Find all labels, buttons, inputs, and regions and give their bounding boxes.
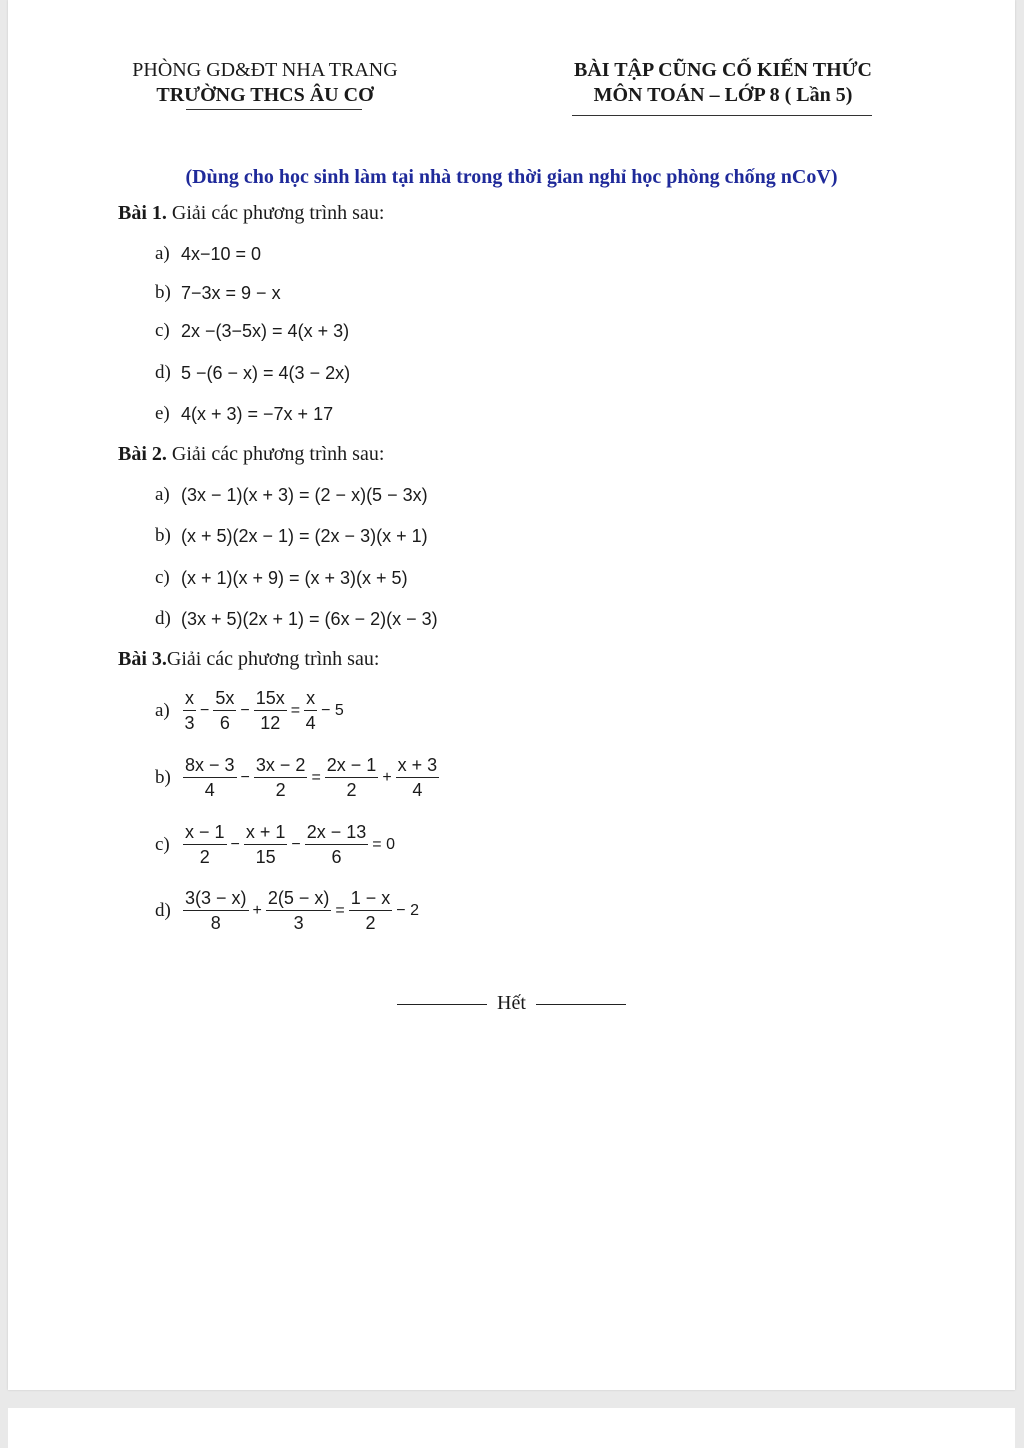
operator: − bbox=[291, 835, 301, 853]
denominator: 3 bbox=[184, 713, 195, 733]
item-label: b) bbox=[155, 282, 171, 303]
next-page bbox=[8, 1408, 1015, 1448]
fraction bbox=[325, 755, 379, 800]
denominator: 6 bbox=[331, 847, 342, 867]
denominator: 2 bbox=[365, 913, 376, 933]
fraction bbox=[396, 755, 440, 800]
numerator: x + 1 bbox=[244, 822, 288, 845]
item-label: b) bbox=[155, 766, 171, 788]
denominator: 2 bbox=[346, 780, 357, 800]
subject-grade: MÔN TOÁN – LỚP 8 ( Lần 5) bbox=[593, 84, 853, 106]
exercise-1-item-d bbox=[155, 362, 350, 384]
exercise-1-item-c bbox=[155, 320, 349, 342]
fraction bbox=[183, 755, 237, 800]
operator: − bbox=[240, 701, 250, 719]
item-label: e) bbox=[155, 403, 170, 424]
equation: (x + 1)(x + 9) = (x + 3)(x + 5) bbox=[181, 567, 408, 588]
item-label: c) bbox=[155, 320, 170, 341]
fraction bbox=[349, 888, 393, 933]
denominator: 4 bbox=[305, 713, 316, 733]
denominator: 15 bbox=[255, 847, 276, 867]
header-right bbox=[548, 58, 898, 108]
exercise-1-item-a bbox=[155, 243, 261, 265]
exercise-1-item-e bbox=[155, 403, 333, 425]
exercise-2-number: Bài 2. bbox=[118, 443, 167, 465]
fraction bbox=[244, 822, 288, 867]
numerator: x bbox=[183, 688, 196, 711]
numerator: 2x − 1 bbox=[325, 755, 379, 778]
item-label: a) bbox=[155, 243, 170, 264]
operator: = bbox=[311, 768, 321, 786]
item-label: c) bbox=[155, 833, 170, 855]
equation bbox=[181, 755, 441, 800]
operator: = bbox=[335, 901, 345, 919]
equation: 7−3x = 9 − x bbox=[181, 282, 281, 303]
equation: (3x + 5)(2x + 1) = (6x − 2)(x − 3) bbox=[181, 608, 438, 629]
fraction bbox=[183, 688, 196, 733]
numerator: 15x bbox=[254, 688, 287, 711]
end-marker bbox=[8, 992, 1015, 1015]
denominator: 3 bbox=[293, 913, 304, 933]
equation: 4(x + 3) = −7x + 17 bbox=[181, 403, 334, 424]
item-label: d) bbox=[155, 899, 171, 921]
operator: + bbox=[382, 768, 392, 786]
numerator: 1 − x bbox=[349, 888, 393, 911]
exercise-3-item-d bbox=[155, 888, 421, 933]
item-label: d) bbox=[155, 608, 171, 629]
exercise-2-item-d bbox=[155, 608, 438, 630]
numerator: 5x bbox=[213, 688, 236, 711]
school-name: TRƯỜNG THCS ÂU CƠ bbox=[156, 84, 374, 106]
fraction bbox=[304, 688, 317, 733]
exercise-3-item-a bbox=[155, 688, 346, 733]
numerator: 3x − 2 bbox=[254, 755, 308, 778]
end-line-right bbox=[536, 1004, 626, 1005]
denominator: 4 bbox=[412, 780, 423, 800]
exercise-2-item-c bbox=[155, 567, 408, 589]
denominator: 12 bbox=[260, 713, 281, 733]
item-label: d) bbox=[155, 362, 171, 383]
operator: − bbox=[230, 835, 240, 853]
worksheet-title: BÀI TẬP CŨNG CỐ KIẾN THỨC bbox=[573, 59, 872, 81]
exercise-1-item-b bbox=[155, 282, 281, 304]
equation bbox=[181, 688, 346, 733]
fraction bbox=[254, 755, 308, 800]
exercise-2-title bbox=[118, 443, 384, 466]
operator: = bbox=[290, 701, 301, 719]
exercise-2-item-a bbox=[155, 484, 428, 506]
school-underline bbox=[186, 109, 362, 110]
operator: − bbox=[200, 701, 210, 719]
numerator: 8x − 3 bbox=[183, 755, 237, 778]
equation: 2x −(3−5x) = 4(x + 3) bbox=[181, 320, 350, 341]
numerator: x + 3 bbox=[396, 755, 440, 778]
numerator: 2(5 − x) bbox=[266, 888, 332, 911]
exercise-2-instruction: Giải các phương trình sau: bbox=[166, 443, 385, 465]
numerator: x − 1 bbox=[183, 822, 227, 845]
numerator: 3(3 − x) bbox=[183, 888, 249, 911]
header-left bbox=[108, 58, 422, 108]
equation bbox=[181, 822, 397, 867]
tail-term: = 0 bbox=[372, 835, 395, 853]
exercise-2-item-b bbox=[155, 525, 428, 547]
document-page bbox=[8, 0, 1015, 1390]
exercise-3-title bbox=[118, 648, 379, 671]
numerator: x bbox=[304, 688, 317, 711]
fraction bbox=[183, 888, 249, 933]
item-label: a) bbox=[155, 484, 170, 505]
equation: 4x−10 = 0 bbox=[181, 243, 262, 264]
operator: + bbox=[252, 901, 262, 919]
exercise-1-number: Bài 1. bbox=[118, 202, 167, 224]
exercise-3-number: Bài 3. bbox=[118, 648, 167, 670]
fraction bbox=[183, 822, 227, 867]
end-line-left bbox=[397, 1004, 487, 1005]
fraction bbox=[266, 888, 332, 933]
end-text: Hết bbox=[497, 992, 526, 1014]
equation bbox=[181, 888, 421, 933]
operator: − bbox=[240, 768, 250, 786]
item-label: b) bbox=[155, 525, 171, 546]
numerator: 2x − 13 bbox=[305, 822, 369, 845]
equation: (x + 5)(2x − 1) = (2x − 3)(x + 1) bbox=[181, 525, 428, 546]
title-underline bbox=[572, 115, 872, 116]
subtitle: (Dùng cho học sinh làm tại nhà trong thời gian nghỉ học phòng chống nCoV) bbox=[185, 166, 838, 188]
exercise-1-title bbox=[118, 202, 384, 225]
exercise-1-instruction: Giải các phương trình sau: bbox=[166, 202, 385, 224]
item-label: a) bbox=[155, 699, 170, 721]
exercise-3-item-b bbox=[155, 755, 441, 800]
equation: 5 −(6 − x) = 4(3 − 2x) bbox=[181, 362, 351, 383]
denominator: 2 bbox=[199, 847, 210, 867]
item-label: c) bbox=[155, 567, 170, 588]
department-name: PHÒNG GD&ĐT NHA TRANG bbox=[132, 59, 398, 81]
denominator: 8 bbox=[210, 913, 221, 933]
tail-term: − 5 bbox=[321, 701, 344, 719]
fraction bbox=[254, 688, 287, 733]
exercise-3-instruction: Giải các phương trình sau: bbox=[166, 648, 380, 670]
exercise-3-item-c bbox=[155, 822, 397, 867]
fraction bbox=[305, 822, 369, 867]
denominator: 6 bbox=[219, 713, 230, 733]
fraction bbox=[213, 688, 236, 733]
equation: (3x − 1)(x + 3) = (2 − x)(5 − 3x) bbox=[181, 484, 428, 505]
denominator: 4 bbox=[204, 780, 215, 800]
tail-term: − 2 bbox=[396, 901, 419, 919]
denominator: 2 bbox=[275, 780, 286, 800]
